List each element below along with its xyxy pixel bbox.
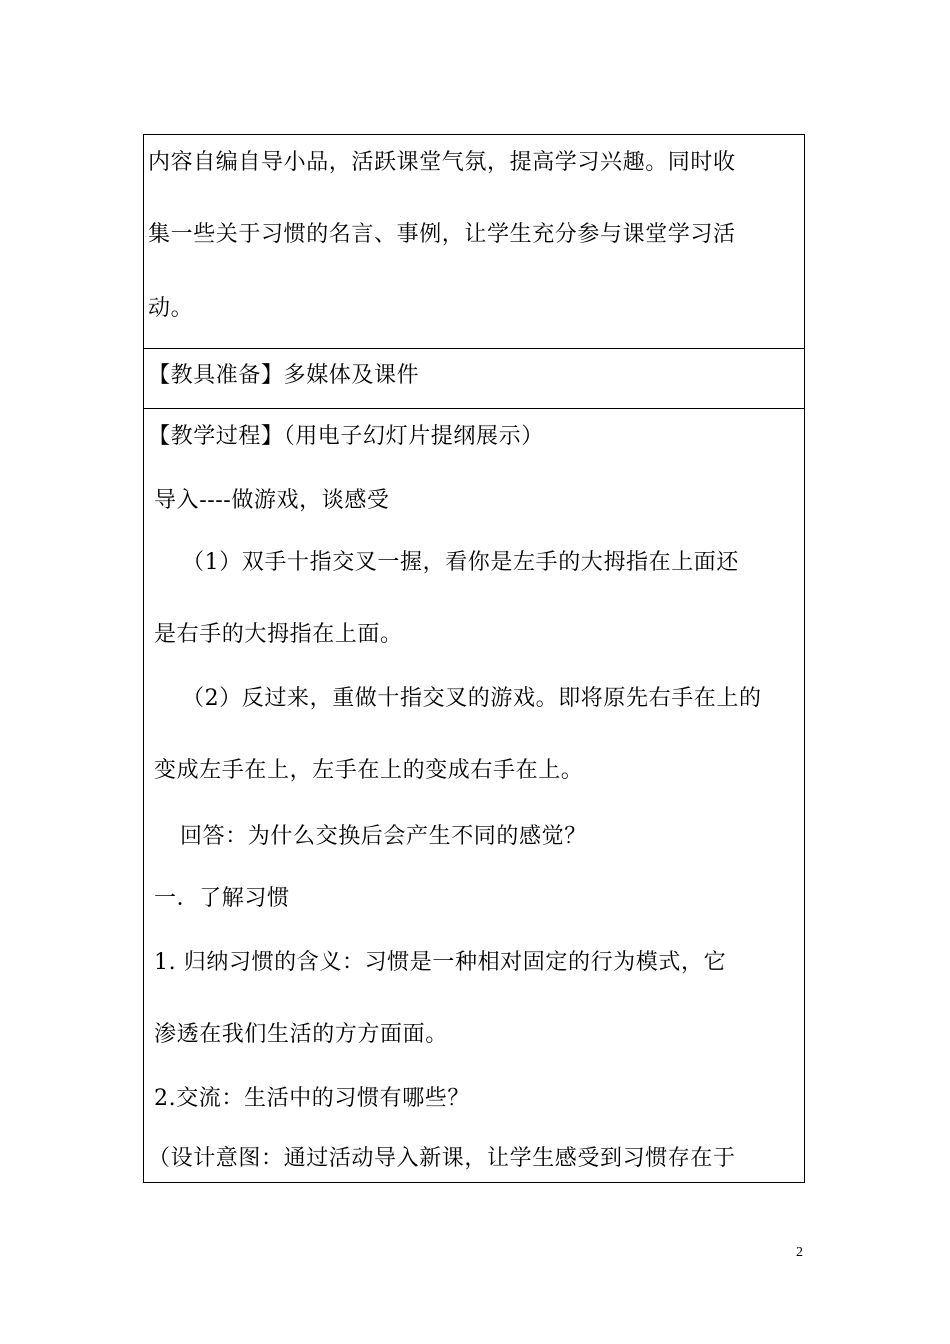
row-divider [144,408,804,409]
step-2-line-2: 变成左手在上，左手在上的变成右手在上。 [154,758,584,783]
section-1-heading: 一．了解习惯 [154,886,290,911]
cell1-line-3: 动。 [148,296,194,321]
cell1-line-1: 内容自编自导小品，活跃课堂气氛，提高学习兴趣。同时收 [148,150,736,175]
item-1-line-2: 渗透在我们生活的方方面面。 [154,1022,448,1047]
teaching-aids: 【教具准备】多媒体及课件 [148,363,420,388]
step-2-line-1: （2）反过来，重做十指交叉的游戏。即将原先右手在上的 [182,686,762,711]
question-line: 回答：为什么交换后会产生不同的感觉？ [180,824,587,849]
cell1-line-2: 集一些关于习惯的名言、事例，让学生充分参与课堂学习活 [148,222,736,247]
step-1-line-2: 是右手的大拇指在上面。 [154,622,403,647]
teaching-process-heading: 【教学过程】（用电子幻灯片提纲展示） [148,424,544,449]
step-1-line-1: （1）双手十指交叉一握，看你是左手的大拇指在上面还 [182,550,739,575]
intro-heading: 导入----做游戏，谈感受 [154,488,390,513]
row-divider [144,348,804,349]
item-1-line-1: 1. 归纳习惯的含义：习惯是一种相对固定的行为模式，它 [154,950,727,975]
item-2-line: 2.交流：生活中的习惯有哪些？ [154,1086,470,1111]
design-intent-line: （设计意图：通过活动导入新课，让学生感受到习惯存在于 [148,1146,736,1171]
lesson-plan-table [143,134,805,1183]
page-number: 2 [796,1245,803,1260]
